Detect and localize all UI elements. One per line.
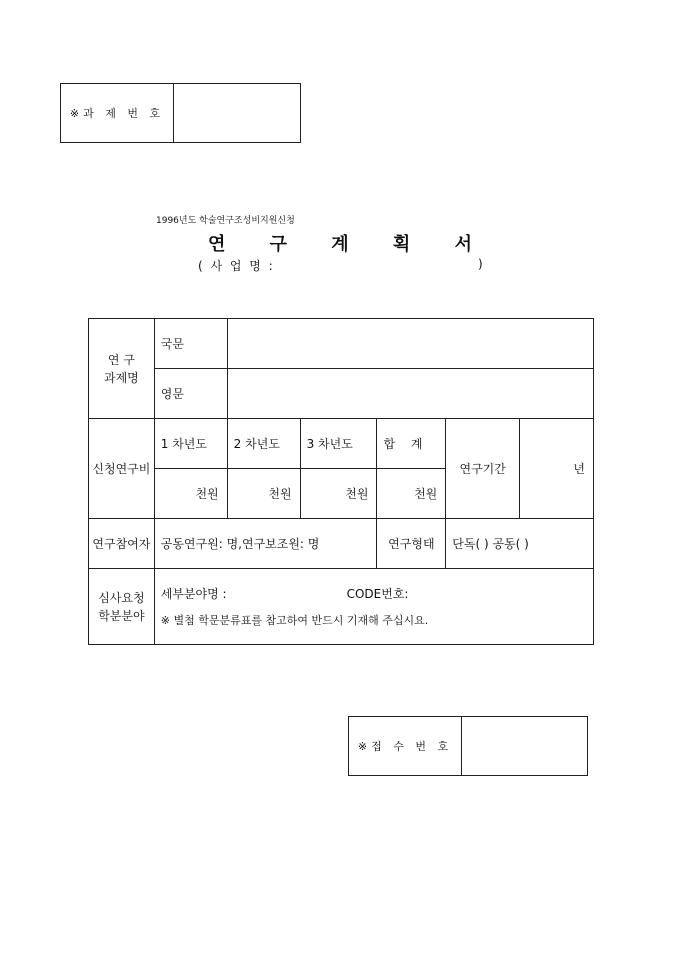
korean-title-field[interactable]: [227, 319, 593, 369]
year1-header: 1 차년도: [154, 419, 227, 469]
title-char: 서: [454, 234, 472, 255]
project-name-prefix: ( 사 업 명 :: [198, 259, 275, 273]
research-plan-table: [88, 318, 594, 645]
task-number-field[interactable]: [174, 84, 301, 143]
document-title: [208, 230, 472, 256]
period-field[interactable]: 년: [520, 419, 594, 519]
year2-amount[interactable]: 천원: [227, 469, 300, 519]
task-number-box: [60, 83, 301, 143]
review-field-content: [154, 569, 593, 645]
period-label: 연구기간: [446, 419, 520, 519]
field-note: ※ 별첨 학문분류표를 참고하여 반드시 기재해 주십시요.: [160, 614, 429, 627]
receipt-number-label: ※접 수 번 호: [349, 717, 462, 776]
research-title-label: 연 구 과제명: [89, 319, 155, 419]
year3-amount[interactable]: 천원: [300, 469, 377, 519]
title-char: 구: [269, 234, 288, 255]
subfield-label[interactable]: 세부분야명 :: [160, 587, 227, 601]
korean-title-label: 국문: [154, 319, 227, 369]
research-form-label: 연구형태: [377, 519, 446, 569]
form-subtitle: 1996년도 학술연구조성비지원신청: [156, 216, 295, 226]
research-form-options[interactable]: 단독( ) 공동( ): [446, 519, 594, 569]
project-name-suffix: ): [478, 257, 485, 271]
code-label[interactable]: CODE번호:: [346, 587, 409, 601]
year3-header: 3 차년도: [300, 419, 377, 469]
title-char: 계: [331, 234, 349, 255]
year2-header: 2 차년도: [227, 419, 300, 469]
review-field-label: 심사요청 학분분야: [89, 569, 155, 645]
total-header: 합 계: [377, 419, 446, 469]
title-char: 획: [392, 234, 411, 255]
participants-field[interactable]: 공동연구원: 명,연구보조원: 명: [154, 519, 377, 569]
english-title-field[interactable]: [227, 369, 593, 419]
participants-label: 연구참여자: [89, 519, 155, 569]
budget-label: 신청연구비: [89, 419, 155, 519]
year1-amount[interactable]: 천원: [154, 469, 227, 519]
total-amount[interactable]: 천원: [377, 469, 446, 519]
english-title-label: 영문: [154, 369, 227, 419]
task-number-label: ※과 제 번 호: [61, 84, 174, 143]
receipt-number-box: [348, 716, 588, 776]
receipt-number-field[interactable]: [462, 717, 588, 776]
title-char: 연: [208, 234, 226, 255]
